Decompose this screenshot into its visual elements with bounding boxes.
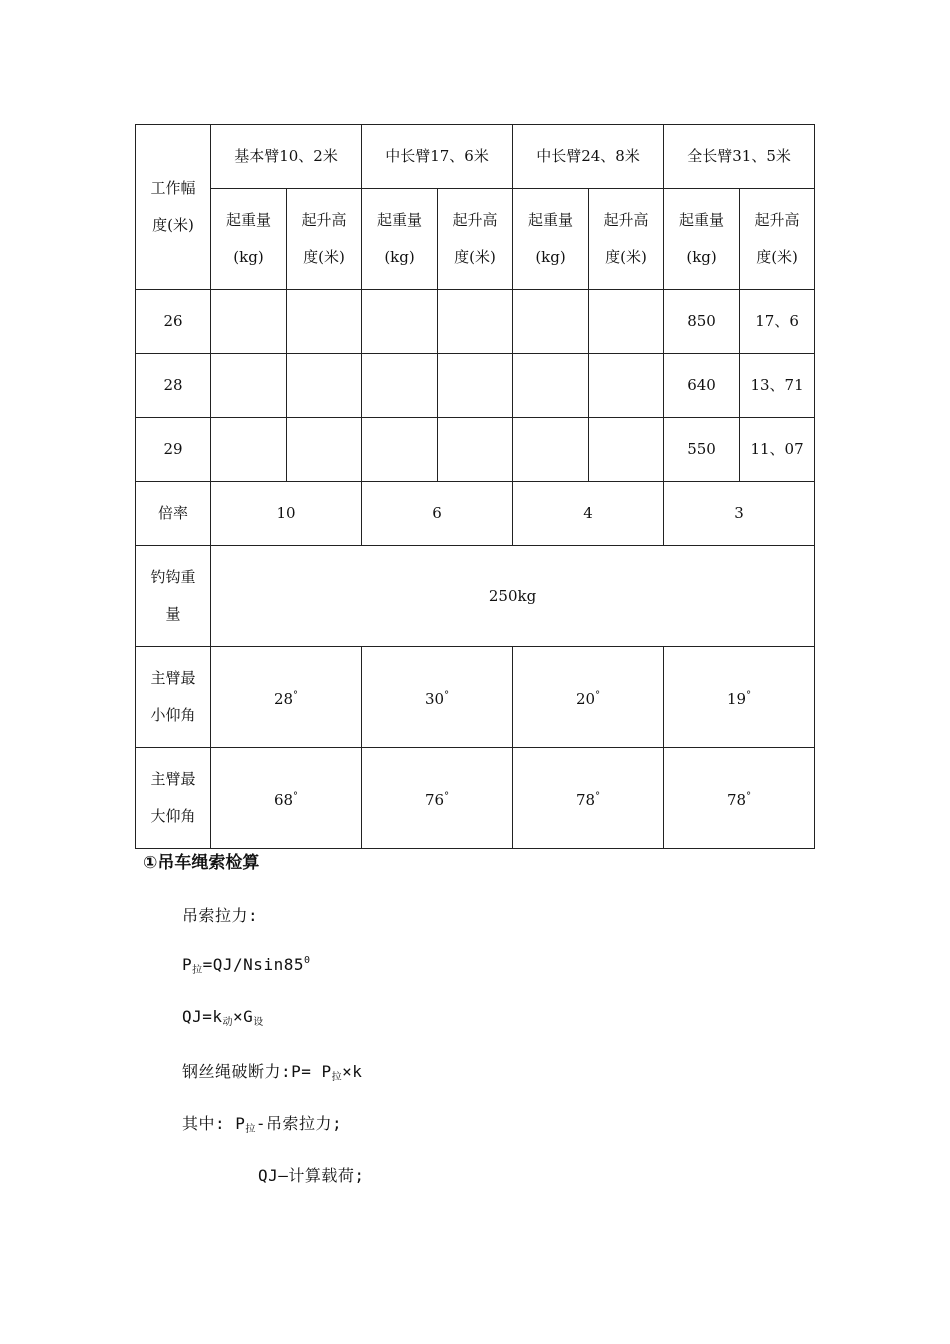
group-header-mid2: 中长臂24、8米 [513,125,664,189]
formula-load [182,1007,264,1028]
max-angle-row [136,748,815,849]
angle-number: 30 [424,689,445,708]
table-cell [513,418,589,482]
subheader-line: 度(米) [756,248,798,266]
formula-tension [182,955,311,976]
degree-symbol: ° [444,790,450,802]
hook-label-line1: 钓钩重 [150,568,196,586]
formula-part: QJ=k [182,1007,223,1026]
formula-breaking-force [182,1059,362,1083]
degree-symbol: ° [595,689,601,701]
row-work-radius: 29 [136,418,211,482]
subscript: 拉 [331,1072,343,1083]
angle-number: 78 [575,790,596,809]
subheader-lift-height [438,189,513,290]
subheader-lift-height [287,189,362,290]
degree-symbol: ° [293,790,299,802]
header-work-radius-line2: 度(米) [152,216,194,234]
ratio-label: 倍率 [136,482,211,546]
table-cell [362,418,438,482]
subheader-line: 起重量 [225,211,271,229]
subheader-row [136,189,815,290]
table-cell [513,290,589,354]
formula-part: ×k [342,1062,363,1081]
degree-symbol: ° [595,790,601,802]
max-angle-value [513,748,664,849]
subheader-line: (kg) [233,248,264,266]
group-header-full: 全长臂31、5米 [664,125,815,189]
superscript: 0 [303,955,311,966]
table-cell [513,354,589,418]
hook-row [136,546,815,647]
degree-symbol: ° [746,689,752,701]
table-cell [362,354,438,418]
formula-part: P [182,955,193,974]
table-row [136,354,815,418]
subheader-lift-height [740,189,815,290]
table-cell: 550 [664,418,740,482]
table-cell [287,354,362,418]
subheader-line: 起升高 [754,211,800,229]
min-angle-value [362,647,513,748]
subheader-lift-weight [211,189,287,290]
degree-symbol: ° [746,790,752,802]
definition-qj: QJ—计算载荷; [258,1166,365,1185]
formula-part: -吊索拉力; [255,1114,343,1133]
angle-number: 78 [727,790,747,809]
subheader-lift-weight [664,189,740,290]
subheader-line: (kg) [384,248,415,266]
hook-label [136,546,211,647]
subheader-line: 起升高 [603,211,649,229]
subheader-lift-weight [513,189,589,290]
sling-tension-heading: 吊索拉力: [182,906,259,925]
table-cell [438,418,513,482]
table-cell [362,290,438,354]
table-cell: 13、71 [740,354,815,418]
table-cell [287,418,362,482]
hook-weight-value: 250kg [211,546,815,647]
angle-number: 28 [273,689,294,708]
angle-number: 76 [424,790,445,809]
group-header-basic: 基本臂10、2米 [211,125,362,189]
crane-performance-table [135,124,815,849]
subheader-line: 起重量 [679,211,725,229]
ratio-row [136,482,815,546]
subscript: 设 [253,1017,264,1028]
max-angle-value [362,748,513,849]
ratio-value: 10 [211,482,362,546]
subscript: 动 [222,1017,234,1028]
group-header-mid1: 中长臂17、6米 [362,125,513,189]
min-angle-value [664,647,815,748]
subheader-lift-weight [362,189,438,290]
max-angle-value [211,748,362,849]
subheader-line: 起升高 [452,211,498,229]
table-cell: 11、07 [740,418,815,482]
formula-part: 其中: P [182,1114,246,1133]
table-cell [211,290,287,354]
degree-symbol: ° [293,689,299,701]
table-cell [211,354,287,418]
table-cell [438,290,513,354]
table-cell [287,290,362,354]
ratio-value: 6 [362,482,513,546]
table-cell: 17、6 [740,290,815,354]
header-work-radius [136,125,211,290]
max-angle-label-line2: 大仰角 [150,807,196,825]
definition-where [182,1111,342,1135]
subheader-line: 起重量 [377,211,423,229]
min-angle-value [211,647,362,748]
subheader-line: 度(米) [454,248,496,266]
angle-number: 20 [575,689,596,708]
subheader-lift-height [589,189,664,290]
angle-number: 68 [273,790,294,809]
table-cell: 640 [664,354,740,418]
formula-part: =QJ/Nsin85 [202,955,304,974]
min-angle-row [136,647,815,748]
formula-part: ×G [233,1007,254,1026]
hook-label-line2: 量 [165,605,181,623]
table-cell: 850 [664,290,740,354]
table-cell [589,354,664,418]
table-cell [211,418,287,482]
min-angle-label-line1: 主臂最 [150,669,196,687]
table-row [136,418,815,482]
subheader-line: (kg) [535,248,566,266]
degree-symbol: ° [444,689,450,701]
subheader-line: 起重量 [528,211,574,229]
max-angle-label-line1: 主臂最 [150,770,196,788]
subheader-line: 度(米) [303,248,345,266]
max-angle-label [136,748,211,849]
subheader-line: 起升高 [301,211,347,229]
ratio-value: 4 [513,482,664,546]
min-angle-label [136,647,211,748]
min-angle-value [513,647,664,748]
ratio-value: 3 [664,482,815,546]
min-angle-label-line2: 小仰角 [150,706,196,724]
table-cell [589,418,664,482]
angle-number: 19 [727,689,747,708]
subscript: 拉 [192,965,203,976]
max-angle-value [664,748,815,849]
formula-part: 钢丝绳破断力:P= P [182,1062,332,1081]
header-work-radius-line1: 工作幅 [150,179,196,197]
table-row [136,290,815,354]
subheader-line: 度(米) [605,248,647,266]
table-cell [589,290,664,354]
subheader-line: (kg) [686,248,717,266]
row-work-radius: 26 [136,290,211,354]
table-cell [438,354,513,418]
section-title: ①吊车绳索检算 [143,853,260,873]
row-work-radius: 28 [136,354,211,418]
subscript: 拉 [245,1124,256,1135]
